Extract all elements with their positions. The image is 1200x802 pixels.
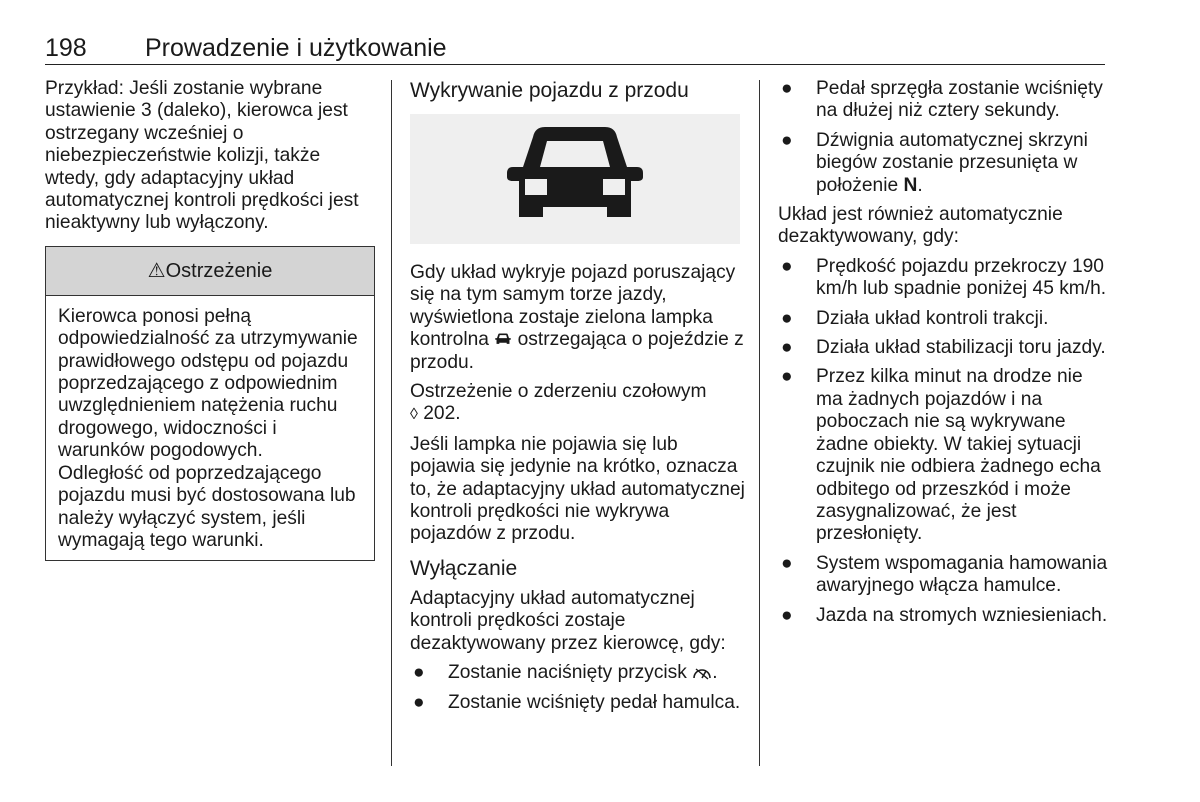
list-item-text: Prędkość pojazdu przekroczy 190 km/h lub spadnie poniżej 45 km/h. [816,255,1107,300]
column-right [778,78,1113,634]
gear-position: N [903,174,918,196]
warning-box [45,246,375,561]
list-item-text: Zostanie naciśnięty przycisk [448,662,687,684]
list-item-text: Działa układ stabilizacji toru jazdy. [816,337,1106,359]
warning-text: Odległość od poprzedzającego pojazdu musi być dostosowana lub należy wyłączyć system, jeśli wymagają tego warunki. [58,462,356,551]
list-item [778,605,1113,627]
column-middle [410,78,745,721]
list-item [778,130,1113,197]
list-item-text: Zostanie wciśnięty pedał hamulca. [448,691,741,713]
list-item-text: Jazda na stromych wzniesieniach. [816,604,1108,626]
bullet-icon: ● [781,552,793,574]
list-item [778,308,1113,330]
list-item-text: Pedał sprzęgła zostanie wciśnięty na dłużej niż cztery sekundy. [816,78,1103,122]
paragraph-text: Gdy układ wykryje pojazd poruszający się na tym samym torze jazdy, wyświetlona zostaje zielona lampka kontrolna [410,262,736,351]
bullet-list [410,662,745,714]
section-heading: Wykrywanie pojazdu z przodu [410,79,689,102]
warning-body [46,296,374,560]
page-reference[interactable]: 202. [423,403,461,425]
warning-title: Ostrzeżenie [165,259,273,282]
list-item [778,337,1113,359]
bullet-icon: ● [781,604,793,626]
vehicle-ahead-figure [410,114,740,244]
list-item-text: . [712,662,718,684]
bullet-icon: ● [413,691,425,713]
vehicle-ahead-icon [497,119,653,239]
paragraph-text: ostrzegająca o pojeździe z przodu. [410,329,744,373]
list-item [410,692,745,714]
cross-reference-icon: ◊ [410,406,418,424]
warning-text: Kierowca ponosi pełną odpowiedzialność za utrzymywanie prawidłowego odstępu od pojazdu poprzedzającego z odpowiednim uwzględnieniem natężenia ruchu drogowego, widoczności i warunków pogodowych. [58,305,358,462]
bullet-icon: ● [781,307,793,329]
warning-triangle-icon: ⚠ [147,259,166,282]
list-item-text: . [917,174,923,196]
page-title: Prowadzenie i użytkowanie [145,34,447,62]
list-item-text: System wspomagania hamowania awaryjnego włącza hamulce. [816,552,1108,597]
bullet-list [778,256,1113,627]
bullet-icon: ● [781,366,793,388]
list-item [778,553,1113,598]
intro-paragraph: Przykład: Jeśli zostanie wybrane ustawienie 3 (daleko), kierowca jest ostrzegany wcześniej o niebezpieczeństwie kolizji, także wtedy, gdy adaptacyjny układ automatycznej kontroli prędkości jest nieaktywny lub wyłączony. [45,78,359,234]
cruise-control-icon [692,666,712,680]
paragraph: Układ jest również automatycznie dezaktywowany, gdy: [778,204,1063,248]
bullet-icon: ● [781,337,793,359]
list-item-text: Przez kilka minut na drodze nie ma żadnych pojazdów i na poboczach nie są wykrywane żadne obiekty. W takiej sytuacji czujnik nie odbiera żadnego echa odbitego od przeszkód i może zasygnalizować, że jest przesłonięty. [816,366,1101,545]
list-item-text: Działa układ kontroli trakcji. [816,307,1049,329]
bullet-icon: ● [781,129,793,151]
paragraph-text: Ostrzeżenie o zderzeniu czołowym [410,381,707,403]
list-item [778,78,1113,123]
list-item [778,256,1113,301]
vehicle-ahead-icon [494,332,512,347]
warning-header [46,247,374,296]
paragraph [410,262,745,374]
list-item [410,662,745,684]
list-item [778,366,1113,545]
column-left [45,78,375,561]
paragraph: Jeśli lampka nie pojawia się lub pojawia się jedynie na krótko, oznacza to, że adaptacyjny układ automatycznej kontroli prędkości nie wykrywa pojazdów z przodu. [410,433,745,545]
bullet-icon: ● [413,662,425,684]
paragraph: Adaptacyjny układ automatycznej kontroli prędkości zostaje dezaktywowany przez kierowcę, gdy: [410,587,726,654]
column-divider [391,80,392,766]
bullet-icon: ● [781,78,793,99]
paragraph [410,381,745,427]
section-heading: Wyłączanie [410,556,518,580]
column-divider [759,80,760,766]
list-item-text: Dźwignia automatycznej skrzyni biegów zostanie przesunięta w położenie [816,129,1088,196]
bullet-icon: ● [781,255,793,277]
page-number: 198 [45,34,87,62]
bullet-list [778,78,1113,197]
page-header [45,34,1105,65]
